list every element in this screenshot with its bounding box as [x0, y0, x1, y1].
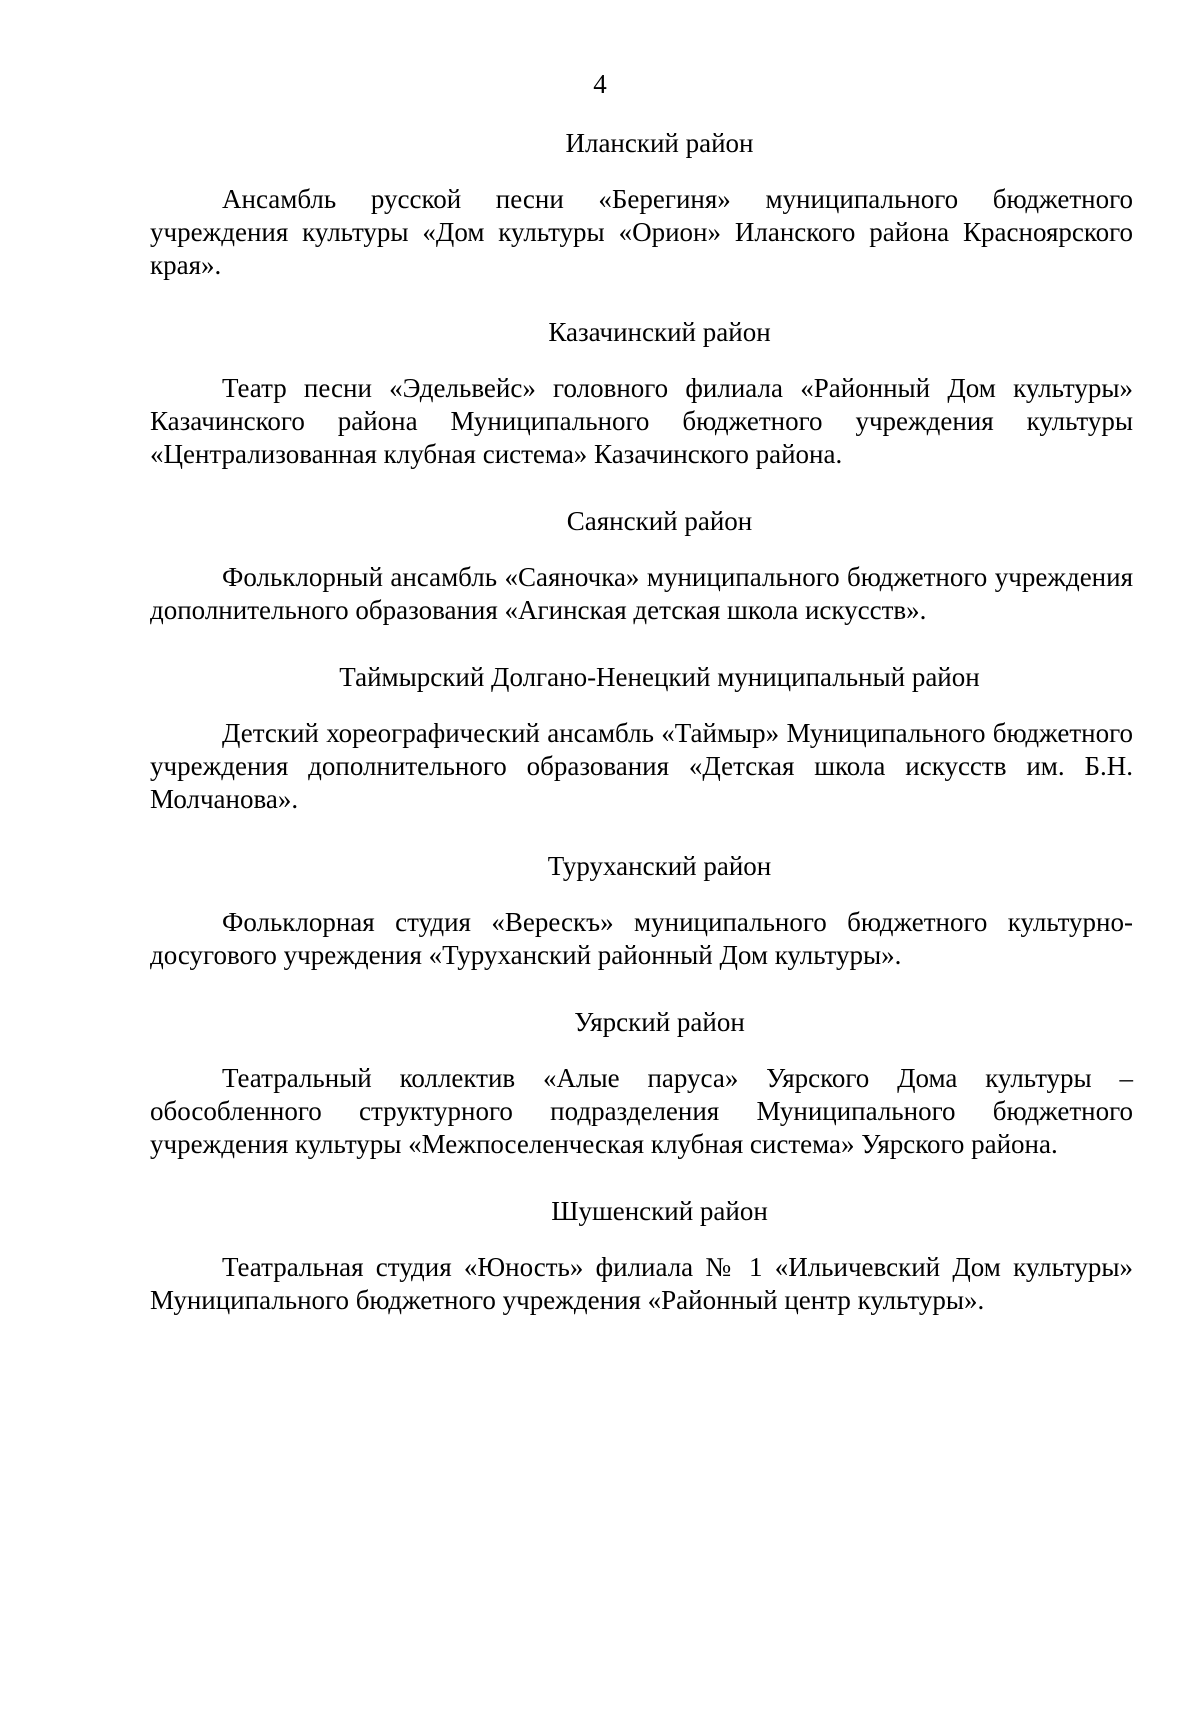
district-section [150, 661, 1133, 816]
page-number: 4 [593, 69, 607, 99]
district-section [150, 850, 1133, 972]
district-title: Иланский район [565, 128, 754, 158]
district-section [150, 127, 1133, 282]
district-text: Фольклорный ансамбль «Саяночка» муниципального бюджетного учреждения дополнительного образования «Агинская детская школа искусств». [150, 562, 1133, 625]
district-section [150, 316, 1133, 471]
district-text: Театральная студия «Юность» филиала № 1 «Ильичевский Дом культуры» Муниципального бюджетного учреждения «Районный центр культуры». [150, 1252, 1133, 1315]
district-section [150, 505, 1133, 627]
district-text: Детский хореографический ансамбль «Таймыр» Муниципального бюджетного учреждения дополнительного образования «Детская школа искусств им. Б.Н. Молчанова». [150, 718, 1133, 814]
district-text: Ансамбль русской песни «Берегиня» муниципального бюджетного учреждения культуры «Дом культуры «Орион» Иланского района Красноярского края». [150, 184, 1133, 280]
district-title: Таймырский Долгано-Ненецкий муниципальный район [339, 662, 980, 692]
district-title: Туруханский район [547, 851, 772, 881]
document-body [150, 127, 1133, 1351]
district-section [150, 1006, 1133, 1161]
district-title: Саянский район [566, 506, 753, 536]
district-text: Фольклорная студия «Верескъ» муниципального бюджетного культурно-досугового учреждения «Туруханский районный Дом культуры». [150, 907, 1133, 970]
district-section [150, 1195, 1133, 1317]
district-title: Уярский район [574, 1007, 745, 1037]
district-text: Театр песни «Эдельвейс» головного филиала «Районный Дом культуры» Казачинского района Муниципального бюджетного учреждения культуры «Централизованная клубная система» Казачинского района. [150, 373, 1133, 469]
district-title: Шушенский район [551, 1196, 768, 1226]
district-title: Казачинский район [548, 317, 771, 347]
district-text: Театральный коллектив «Алые паруса» Уярского Дома культуры – обособленного структурного подразделения Муниципального бюджетного учреждения культуры «Межпоселенческая клубная система» Уярского района. [150, 1063, 1133, 1159]
